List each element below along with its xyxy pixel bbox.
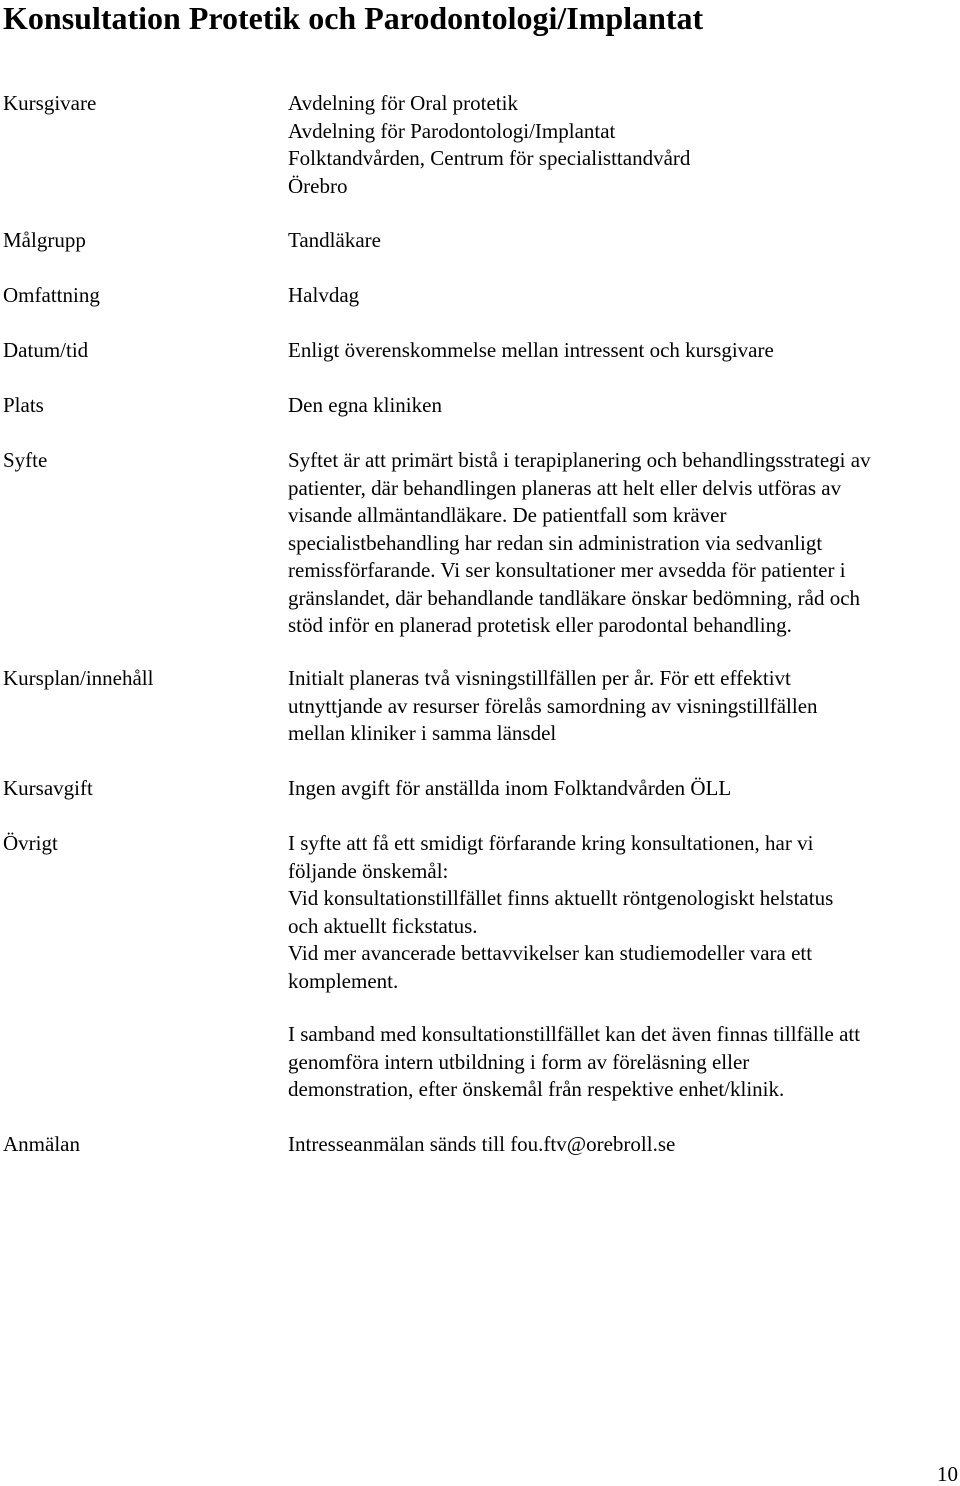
ovrigt-line: genomföra intern utbildning i form av föreläsning eller bbox=[288, 1049, 750, 1074]
label-kursplan: Kursplan/innehåll bbox=[3, 666, 154, 690]
kursplan-line: utnyttjande av resurser förelås samordning av visningstillfällen bbox=[288, 693, 818, 718]
kursplan-line: mellan kliniker i samma länsdel bbox=[288, 721, 557, 745]
value-kursgivare bbox=[288, 90, 953, 200]
ovrigt-line: Vid konsultationstillfället finns aktuellt röntgenologiskt helstatus bbox=[288, 886, 834, 910]
value-omfattning: Halvdag bbox=[288, 283, 360, 307]
value-datum: Enligt överenskommelse mellan intressent och kursgivare bbox=[288, 338, 774, 362]
label-omfattning: Omfattning bbox=[3, 283, 100, 307]
ovrigt-line: I samband med konsultationstillfället kan det även finnas tillfälle att bbox=[288, 1022, 861, 1046]
ovrigt-line: komplement. bbox=[288, 968, 399, 993]
value-syfte bbox=[288, 447, 953, 640]
syfte-line: stöd inför en planerad protetisk eller parodontal behandling. bbox=[288, 613, 792, 637]
value-anmalan: Intresseanmälan sänds till fou.ftv@orebroll.se bbox=[288, 1132, 676, 1156]
label-syfte: Syfte bbox=[3, 448, 48, 472]
syfte-line: visande allmäntandläkare. De patientfall som kräver bbox=[288, 503, 727, 527]
label-ovrigt: Övrigt bbox=[3, 831, 58, 855]
kursplan-line: Initialt planeras två visningstillfällen per år. För ett effektivt bbox=[288, 666, 791, 690]
ovrigt-line: följande önskemål: bbox=[288, 858, 449, 883]
label-kursgivare: Kursgivare bbox=[3, 91, 97, 115]
value-kursplan bbox=[288, 665, 953, 748]
ovrigt-line: Vid mer avancerade bettavvikelser kan studiemodeller vara ett bbox=[288, 941, 813, 965]
syfte-line: patienter, där behandlingen planeras att helt eller delvis utföras av bbox=[288, 475, 842, 500]
value-ovrigt bbox=[288, 830, 953, 995]
value-kursavgift: Ingen avgift för anställda inom Folktandvården ÖLL bbox=[288, 776, 732, 800]
label-malgrupp: Målgrupp bbox=[3, 228, 86, 252]
page-number: 10 bbox=[937, 1462, 958, 1486]
syfte-line: Syftet är att primärt bistå i terapiplanering och behandlingsstrategi av bbox=[288, 448, 871, 472]
kursgivare-line: Folktandvården, Centrum för specialisttandvård bbox=[288, 146, 691, 170]
kursgivare-line: Avdelning för Oral protetik bbox=[288, 91, 518, 115]
value-ovrigt-continued bbox=[288, 1021, 953, 1104]
label-plats: Plats bbox=[3, 393, 44, 417]
page-title: Konsultation Protetik och Parodontologi/Implantat bbox=[3, 0, 704, 36]
value-malgrupp: Tandläkare bbox=[288, 228, 381, 252]
kursgivare-line: Örebro bbox=[288, 173, 348, 198]
label-anmalan: Anmälan bbox=[3, 1132, 80, 1156]
label-datum: Datum/tid bbox=[3, 338, 89, 362]
kursgivare-line: Avdelning för Parodontologi/Implantat bbox=[288, 118, 616, 143]
syfte-line: specialistbehandling har redan sin administration via sedvanligt bbox=[288, 530, 823, 555]
ovrigt-line: och aktuellt fickstatus. bbox=[288, 913, 478, 938]
ovrigt-line: demonstration, efter önskemål från respektive enhet/klinik. bbox=[288, 1077, 785, 1101]
label-kursavgift: Kursavgift bbox=[3, 776, 93, 800]
syfte-line: remissförfarande. Vi ser konsultationer mer avsedda för patienter i bbox=[288, 558, 846, 582]
syfte-line: gränslandet, där behandlande tandläkare önskar bedömning, råd och bbox=[288, 585, 861, 610]
value-plats: Den egna kliniken bbox=[288, 393, 442, 417]
ovrigt-line: I syfte att få ett smidigt förfarande kring konsultationen, har vi bbox=[288, 831, 814, 855]
